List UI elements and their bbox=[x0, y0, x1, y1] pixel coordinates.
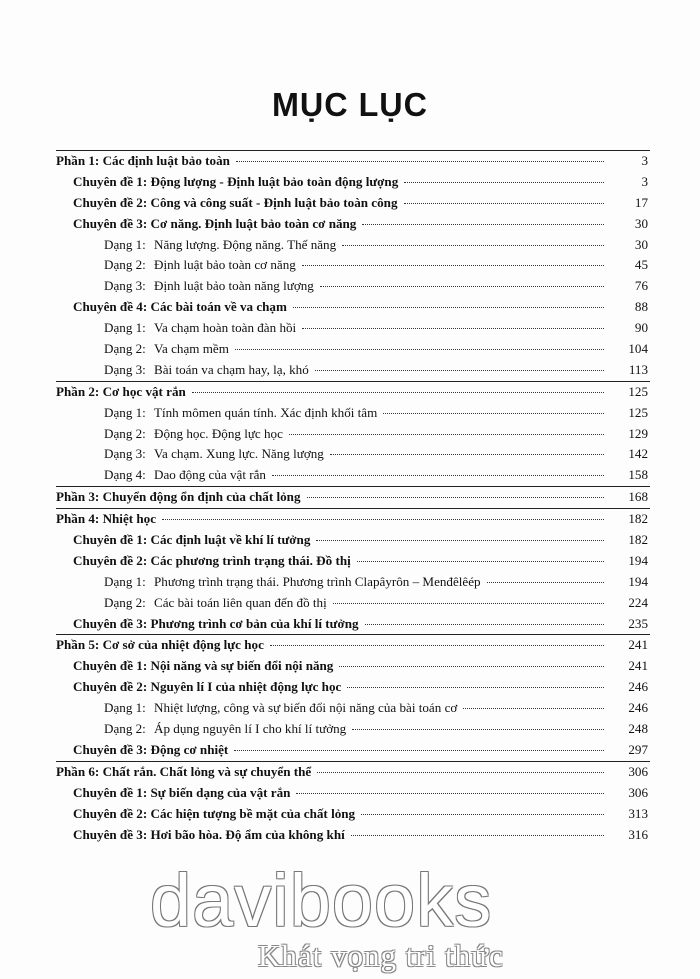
toc-page-number: 241 bbox=[628, 637, 648, 653]
toc-page-number: 182 bbox=[628, 511, 648, 527]
toc-page-number: 306 bbox=[628, 784, 648, 800]
toc-entry-title: Chuyên đề 3: Hơi bão hòa. Độ ẩm của không khí bbox=[73, 826, 345, 842]
toc-part-row bbox=[56, 508, 650, 530]
toc-page-number: 224 bbox=[628, 594, 648, 610]
watermark-brand: davibooks bbox=[150, 859, 493, 942]
dot-leader bbox=[192, 392, 604, 393]
dot-leader bbox=[342, 245, 604, 246]
toc-type-row bbox=[56, 339, 650, 360]
toc-entry-text: Động học. Động lực học bbox=[154, 425, 283, 441]
toc-topic-row bbox=[56, 677, 650, 698]
toc-part-row bbox=[56, 761, 650, 783]
toc-page-number: 235 bbox=[628, 615, 648, 631]
toc-entry-title bbox=[104, 595, 327, 611]
dot-leader bbox=[289, 434, 604, 435]
dot-leader bbox=[487, 582, 604, 583]
dot-leader bbox=[365, 624, 604, 625]
dot-leader bbox=[357, 561, 604, 562]
toc-entry-key: Dạng 1: bbox=[104, 573, 146, 589]
toc-part-row bbox=[56, 151, 650, 172]
toc-entry-title: Chuyên đề 3: Cơ năng. Định luật bảo toàn cơ năng bbox=[73, 215, 357, 231]
toc-topic-row bbox=[56, 783, 650, 804]
toc-entry-text: Định luật bảo toàn cơ năng bbox=[154, 257, 296, 273]
dot-leader bbox=[296, 793, 604, 794]
toc-type-row bbox=[56, 360, 650, 381]
dot-leader bbox=[236, 161, 604, 162]
dot-leader bbox=[162, 519, 604, 520]
toc-page-number: 297 bbox=[628, 741, 648, 757]
toc-entry-title bbox=[104, 405, 377, 421]
toc-entry-title: Chuyên đề 4: Các bài toán về va chạm bbox=[73, 299, 287, 315]
toc-page-number: 90 bbox=[634, 320, 648, 336]
dot-leader bbox=[315, 370, 604, 371]
toc-type-row bbox=[56, 465, 650, 486]
toc-entry-key: Dạng 3: bbox=[104, 446, 146, 462]
toc-entry-text: Định luật bảo toàn năng lượng bbox=[154, 278, 314, 294]
dot-leader bbox=[352, 729, 604, 730]
toc-page-number: 104 bbox=[628, 341, 648, 357]
dot-leader bbox=[333, 603, 604, 604]
toc-entry-title bbox=[104, 574, 481, 590]
toc-page-number: 45 bbox=[634, 257, 648, 273]
watermark-tagline: Khát vọng tri thức bbox=[258, 938, 504, 973]
toc-entry-title: Chuyên đề 1: Nội năng và sự biến đổi nội năng bbox=[73, 658, 334, 674]
toc-entry-title: Chuyên đề 1: Động lượng - Định luật bảo toàn động lượng bbox=[73, 173, 399, 189]
toc-entry-key: Dạng 4: bbox=[104, 467, 146, 483]
toc-page-number: 17 bbox=[634, 194, 648, 210]
toc-entry-text: Va chạm. Xung lực. Năng lượng bbox=[154, 446, 324, 462]
toc-type-row bbox=[56, 572, 650, 593]
toc-entry-text: Nhiệt lượng, công và sự biến đổi nội năng của bài toán cơ bbox=[154, 700, 458, 716]
dot-leader bbox=[330, 454, 604, 455]
toc-entry-title bbox=[104, 721, 346, 737]
toc-entry-key: Dạng 1: bbox=[104, 320, 146, 336]
toc-type-row bbox=[56, 276, 650, 297]
toc-entry-title bbox=[104, 257, 296, 273]
toc-topic-row bbox=[56, 530, 650, 551]
toc-entry-text: Bài toán va chạm hay, lạ, khó bbox=[154, 361, 309, 377]
toc-page-number: 194 bbox=[628, 552, 648, 568]
toc-page-number: 142 bbox=[628, 446, 648, 462]
toc-entry-title: Chuyên đề 2: Các phương trình trạng thái. Đồ thị bbox=[73, 552, 351, 568]
toc-entry-title: Chuyên đề 3: Động cơ nhiệt bbox=[73, 741, 229, 757]
toc-entry-key: Dạng 3: bbox=[104, 361, 146, 377]
toc-entry-title: Phần 5: Cơ sở của nhiệt động lực học bbox=[56, 637, 264, 653]
toc-entry-title bbox=[104, 320, 296, 336]
toc-entry-title: Chuyên đề 1: Các định luật về khí lí tưởng bbox=[73, 532, 311, 548]
dot-leader bbox=[404, 182, 604, 183]
toc-entry-title: Chuyên đề 1: Sự biến dạng của vật rắn bbox=[73, 784, 291, 800]
toc-entry-title: Phần 6: Chất rắn. Chất lỏng và sự chuyển thể bbox=[56, 763, 312, 779]
toc-entry-text: Các bài toán liên quan đến đồ thị bbox=[154, 594, 327, 610]
toc-type-row bbox=[56, 255, 650, 276]
toc-page-number: 246 bbox=[628, 679, 648, 695]
toc-entry-title bbox=[104, 467, 266, 483]
toc-page-number: 246 bbox=[628, 700, 648, 716]
toc-entry-title bbox=[104, 278, 314, 294]
toc-entry-key: Dạng 3: bbox=[104, 278, 146, 294]
toc-type-row bbox=[56, 235, 650, 256]
toc-entry-title: Phần 2: Cơ học vật rắn bbox=[56, 383, 186, 399]
toc-type-row bbox=[56, 698, 650, 719]
toc-entry-text: Phương trình trạng thái. Phương trình Clapâyrôn – Menđêlêép bbox=[154, 573, 481, 589]
dot-leader bbox=[272, 475, 604, 476]
toc-part-row bbox=[56, 486, 650, 508]
page-title: MỤC LỤC bbox=[272, 86, 428, 123]
toc-entry-title: Phần 1: Các định luật bảo toàn bbox=[56, 153, 230, 168]
toc-page-number: 88 bbox=[634, 299, 648, 315]
toc-page-number: 30 bbox=[634, 236, 648, 252]
toc-page-number: 182 bbox=[628, 532, 648, 548]
toc-entry-text: Áp dụng nguyên lí I cho khí lí tưởng bbox=[154, 721, 347, 737]
toc-type-row bbox=[56, 719, 650, 740]
dot-leader bbox=[404, 203, 605, 204]
toc-entry-title: Chuyên đề 2: Các hiện tượng bề mặt của chất lỏng bbox=[73, 805, 356, 821]
toc-page-number: 313 bbox=[628, 805, 648, 821]
toc-topic-row bbox=[56, 804, 650, 825]
toc-topic-row bbox=[56, 551, 650, 572]
toc-topic-row bbox=[56, 614, 650, 635]
dot-leader bbox=[235, 349, 604, 350]
dot-leader bbox=[383, 413, 604, 414]
toc-entry-key: Dạng 2: bbox=[104, 594, 146, 610]
table-of-contents bbox=[56, 150, 650, 845]
toc-entry-key: Dạng 1: bbox=[104, 700, 146, 716]
toc-page-number: 30 bbox=[634, 215, 648, 231]
dot-leader bbox=[320, 286, 604, 287]
toc-topic-row bbox=[56, 740, 650, 761]
toc-page-number: 129 bbox=[628, 425, 648, 441]
toc-entry-title: Phần 4: Nhiệt học bbox=[56, 511, 157, 527]
toc-entry-title bbox=[104, 426, 283, 442]
dot-leader bbox=[302, 328, 604, 329]
dot-leader bbox=[316, 540, 604, 541]
dot-leader bbox=[302, 265, 604, 266]
toc-entry-title bbox=[104, 341, 229, 357]
toc-page-number: 158 bbox=[628, 467, 648, 483]
dot-leader bbox=[463, 708, 604, 709]
toc-page-number: 248 bbox=[628, 721, 648, 737]
toc-entry-key: Dạng 2: bbox=[104, 425, 146, 441]
toc-page-number: 76 bbox=[634, 278, 648, 294]
toc-topic-row bbox=[56, 172, 650, 193]
toc-type-row bbox=[56, 424, 650, 445]
toc-entry-text: Va chạm mềm bbox=[154, 341, 229, 357]
dot-leader bbox=[270, 645, 604, 646]
toc-entry-text: Năng lượng. Động năng. Thế năng bbox=[154, 236, 337, 252]
toc-part-row bbox=[56, 634, 650, 656]
toc-page-number: 168 bbox=[628, 489, 648, 505]
toc-entry-title: Chuyên đề 3: Phương trình cơ bản của khí lí tưởng bbox=[73, 615, 359, 631]
toc-type-row bbox=[56, 318, 650, 339]
toc-page-number: 3 bbox=[641, 173, 648, 189]
toc-entry-key: Dạng 2: bbox=[104, 257, 146, 273]
toc-page-number: 241 bbox=[628, 658, 648, 674]
toc-page-number: 125 bbox=[628, 404, 648, 420]
toc-page-number: 113 bbox=[628, 361, 648, 377]
toc-page-number: 306 bbox=[628, 763, 648, 779]
toc-topic-row bbox=[56, 825, 650, 846]
toc-entry-title bbox=[104, 362, 309, 378]
toc-topic-row bbox=[56, 297, 650, 318]
toc-topic-row bbox=[56, 656, 650, 677]
toc-entry-text: Tính mômen quán tính. Xác định khối tâm bbox=[154, 404, 378, 420]
toc-type-row bbox=[56, 593, 650, 614]
toc-page-number: 125 bbox=[628, 383, 648, 399]
toc-entry-key: Dạng 2: bbox=[104, 341, 146, 357]
toc-entry-title bbox=[104, 237, 336, 253]
toc-entry-text: Va chạm hoàn toàn đàn hồi bbox=[154, 320, 297, 336]
toc-type-row bbox=[56, 444, 650, 465]
toc-entry-title: Chuyên đề 2: Công và công suất - Định luật bảo toàn công bbox=[73, 194, 398, 210]
toc-entry-title: Chuyên đề 2: Nguyên lí I của nhiệt động lực học bbox=[73, 679, 342, 695]
toc-entry-key: Dạng 1: bbox=[104, 236, 146, 252]
dot-leader bbox=[293, 307, 604, 308]
toc-page-number: 3 bbox=[641, 153, 648, 168]
dot-leader bbox=[234, 750, 604, 751]
toc-entry-title bbox=[104, 446, 324, 462]
toc-page-number: 316 bbox=[628, 826, 648, 842]
toc-entry-key: Dạng 2: bbox=[104, 721, 146, 737]
dot-leader bbox=[347, 687, 604, 688]
toc-entry-title: Phần 3: Chuyển động ổn định của chất lỏng bbox=[56, 489, 301, 505]
toc-part-row bbox=[56, 381, 650, 403]
toc-topic-row bbox=[56, 193, 650, 214]
dot-leader bbox=[361, 814, 604, 815]
toc-page-number: 194 bbox=[628, 573, 648, 589]
dot-leader bbox=[317, 772, 604, 773]
dot-leader bbox=[351, 835, 604, 836]
toc-topic-row bbox=[56, 214, 650, 235]
dot-leader bbox=[339, 666, 604, 667]
toc-entry-key: Dạng 1: bbox=[104, 404, 146, 420]
toc-entry-text: Dao động của vật rắn bbox=[154, 467, 266, 483]
toc-entry-title bbox=[104, 700, 457, 716]
dot-leader bbox=[307, 497, 605, 498]
toc-type-row bbox=[56, 403, 650, 424]
dot-leader bbox=[362, 224, 604, 225]
